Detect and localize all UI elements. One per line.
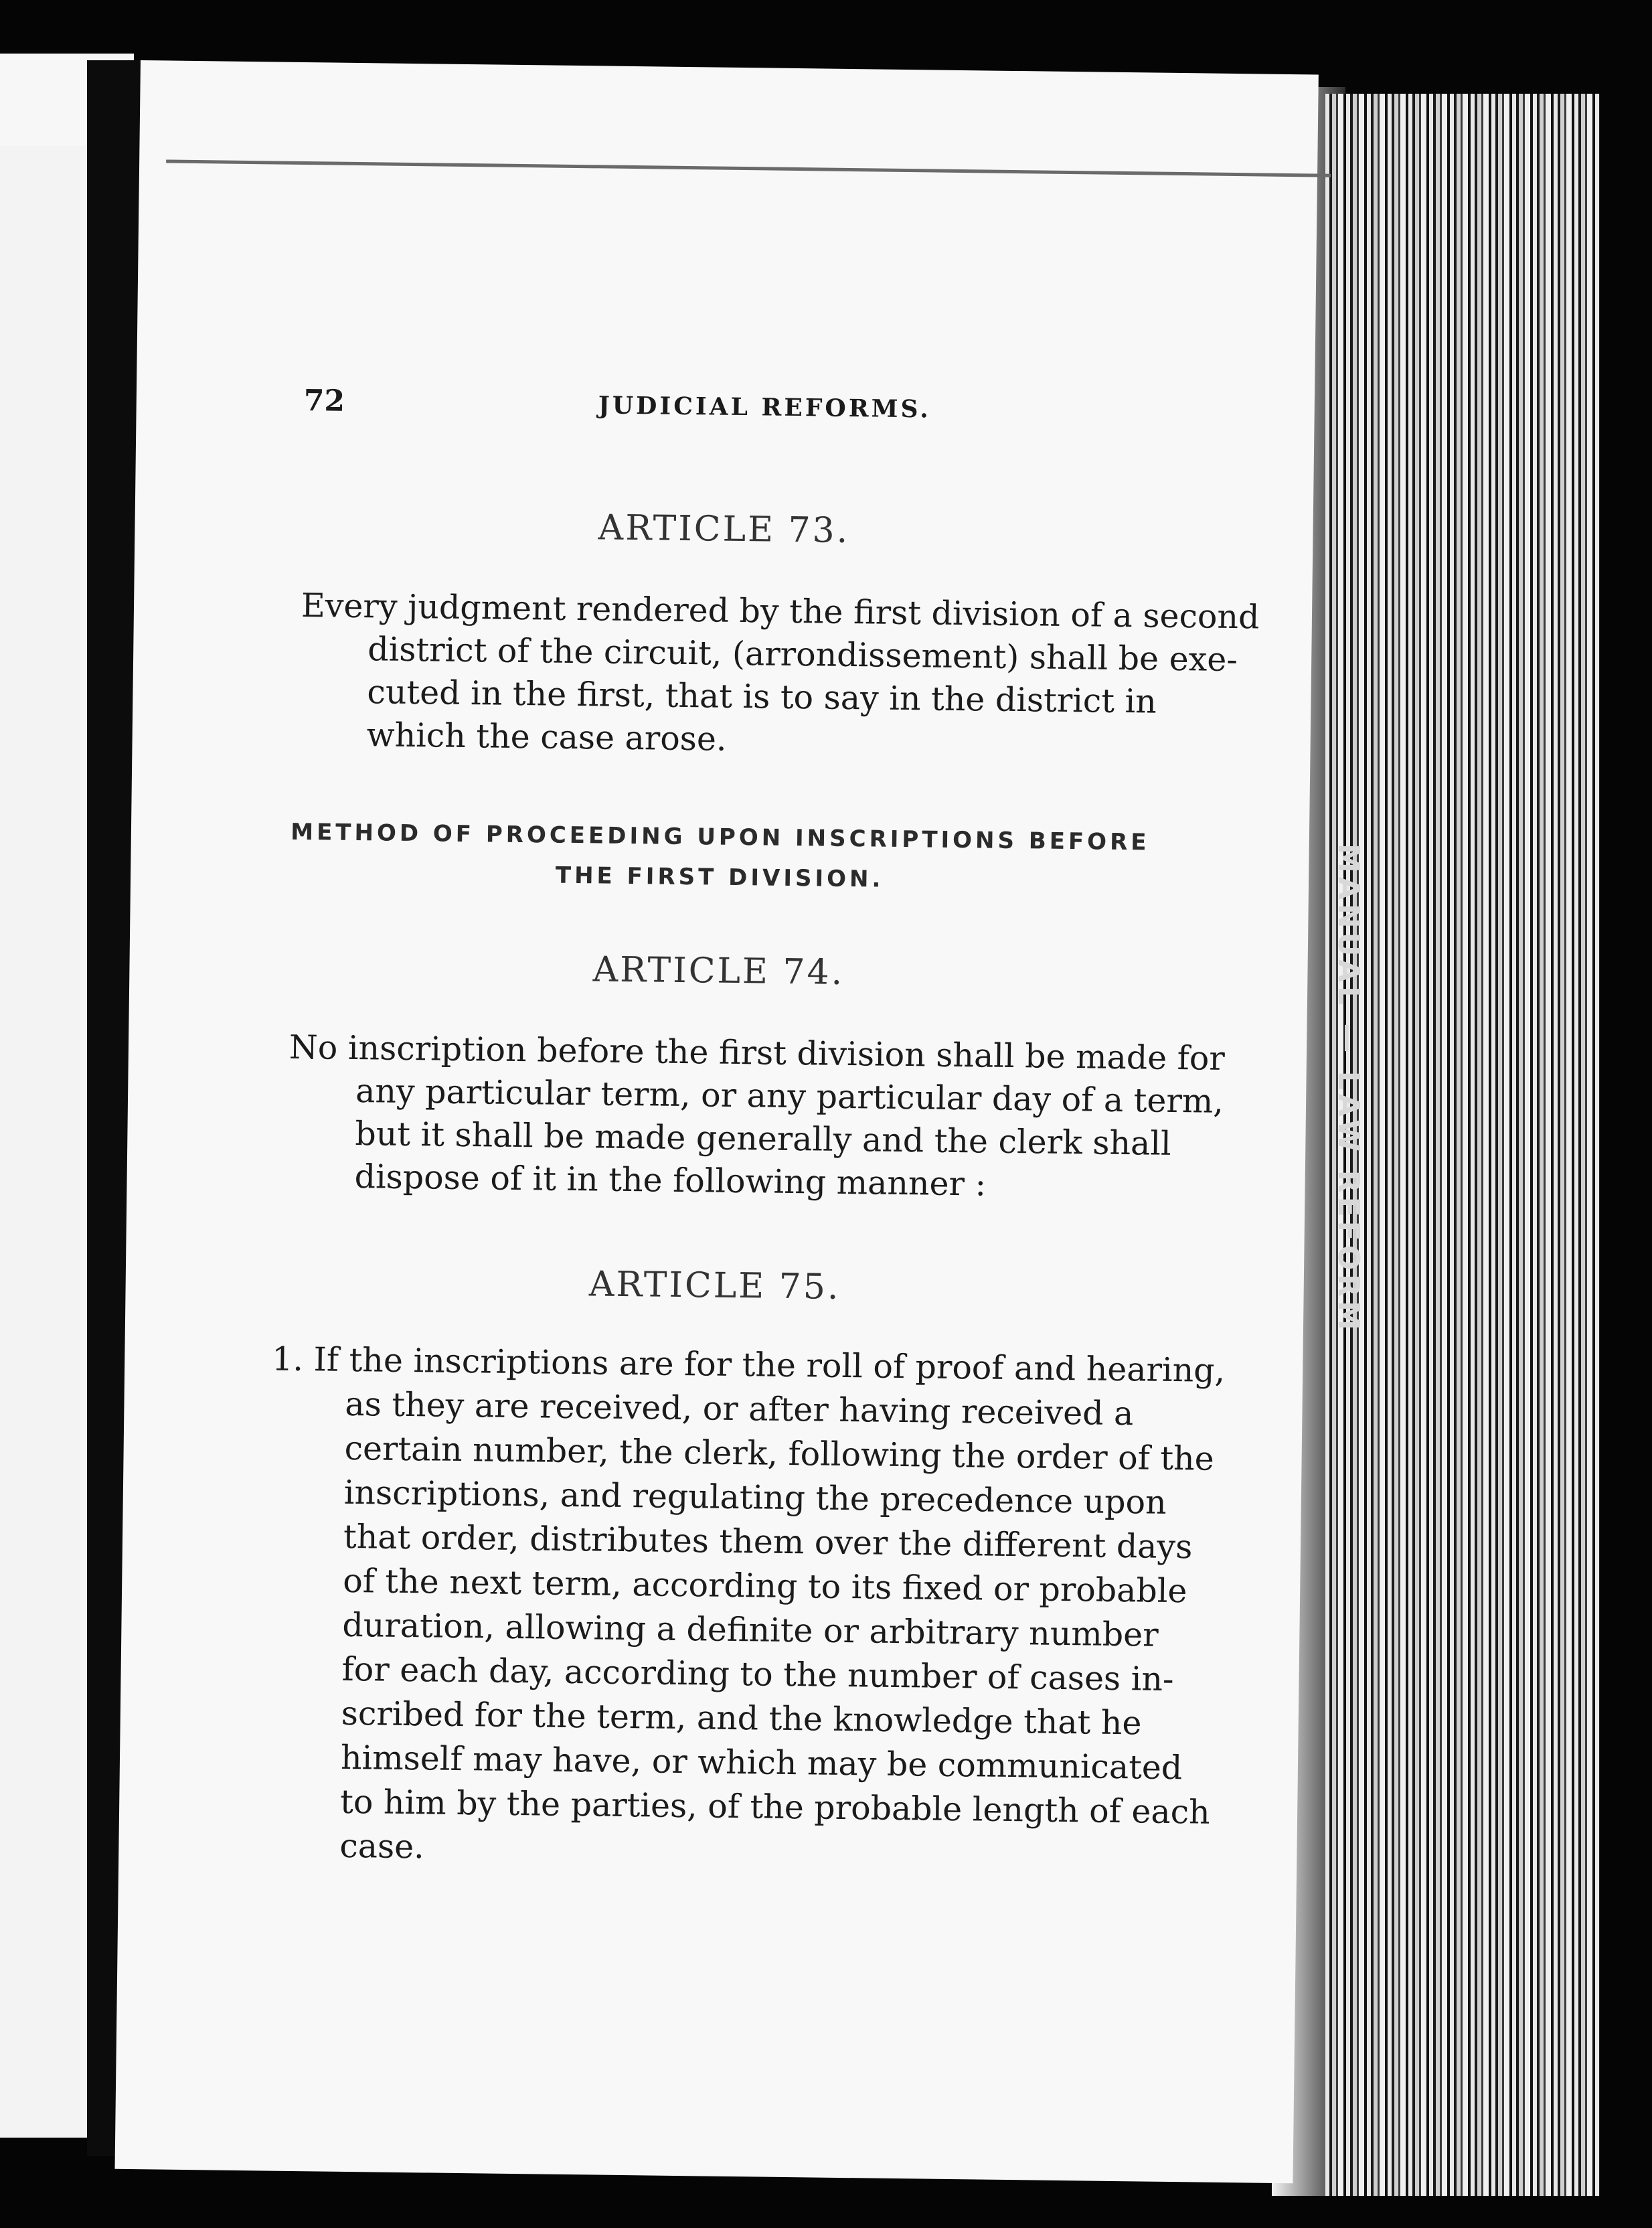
article-75-line: of the next term, according to its fixed or probable (342, 1561, 1187, 1611)
article-73-line: Every judgment rendered by the first division of a second (301, 586, 1260, 637)
section-heading-line: THE FIRST DIVISION. (555, 862, 884, 893)
article-74-line: but it shall be made generally and the clerk shall (355, 1115, 1171, 1163)
article-74-line: dispose of it in the following manner : (354, 1158, 987, 1204)
page-number: 72 (303, 384, 345, 418)
section-heading (131, 810, 1309, 904)
article-75-line: case. (339, 1826, 425, 1866)
running-head (303, 384, 1234, 424)
article-74-text (287, 1026, 1226, 1209)
page-content (115, 60, 1319, 2183)
article-75-line: to him by the parties, of the probable length of each (339, 1782, 1211, 1832)
spine-text: MANUAL — LAW REFORM (1331, 844, 1366, 1334)
article-75-line: himself may have, or which may be communicated (340, 1738, 1183, 1787)
article-75-line: as they are received, or after having received a (345, 1384, 1134, 1433)
article-73-line: district of the circuit, (arrondissement) shall be exe- (367, 630, 1238, 680)
article-73-line: cuted in the first, that is to say in the district in (367, 673, 1157, 721)
page-edges (1325, 94, 1600, 2196)
article-73-text (299, 584, 1260, 767)
article-75-line: inscriptions, and regulating the precedence upon (343, 1473, 1167, 1522)
article-75-text (266, 1338, 1226, 1879)
article-74-heading: ARTICLE 74. (592, 949, 845, 993)
article-75-line: 1. If the inscriptions are for the roll of proof and hearing, (271, 1340, 1226, 1390)
article-75-line: duration, allowing a definite or arbitrary number (342, 1605, 1159, 1654)
article-75-line: certain number, the clerk, following the order of the (344, 1429, 1215, 1478)
running-title: JUDICIAL REFORMS. (598, 391, 932, 424)
article-74-line: No inscription before the first division shall be made for (288, 1028, 1226, 1078)
article-73-heading: ARTICLE 73. (598, 507, 850, 551)
article-73-line: which the case arose. (366, 716, 727, 759)
book-page (115, 60, 1319, 2183)
article-74-line: any particular term, or any particular day of a term, (355, 1072, 1224, 1121)
article-75-line: for each day, according to the number of cases in- (341, 1650, 1174, 1699)
article-75-line: scribed for the term, and the knowledge that he (341, 1694, 1142, 1743)
section-heading-line: METHOD OF PROCEEDING UPON INSCRIPTIONS BEFORE (291, 818, 1150, 856)
article-75-line: that order, distributes them over the different days (343, 1517, 1193, 1567)
article-75-heading: ARTICLE 75. (588, 1264, 841, 1307)
